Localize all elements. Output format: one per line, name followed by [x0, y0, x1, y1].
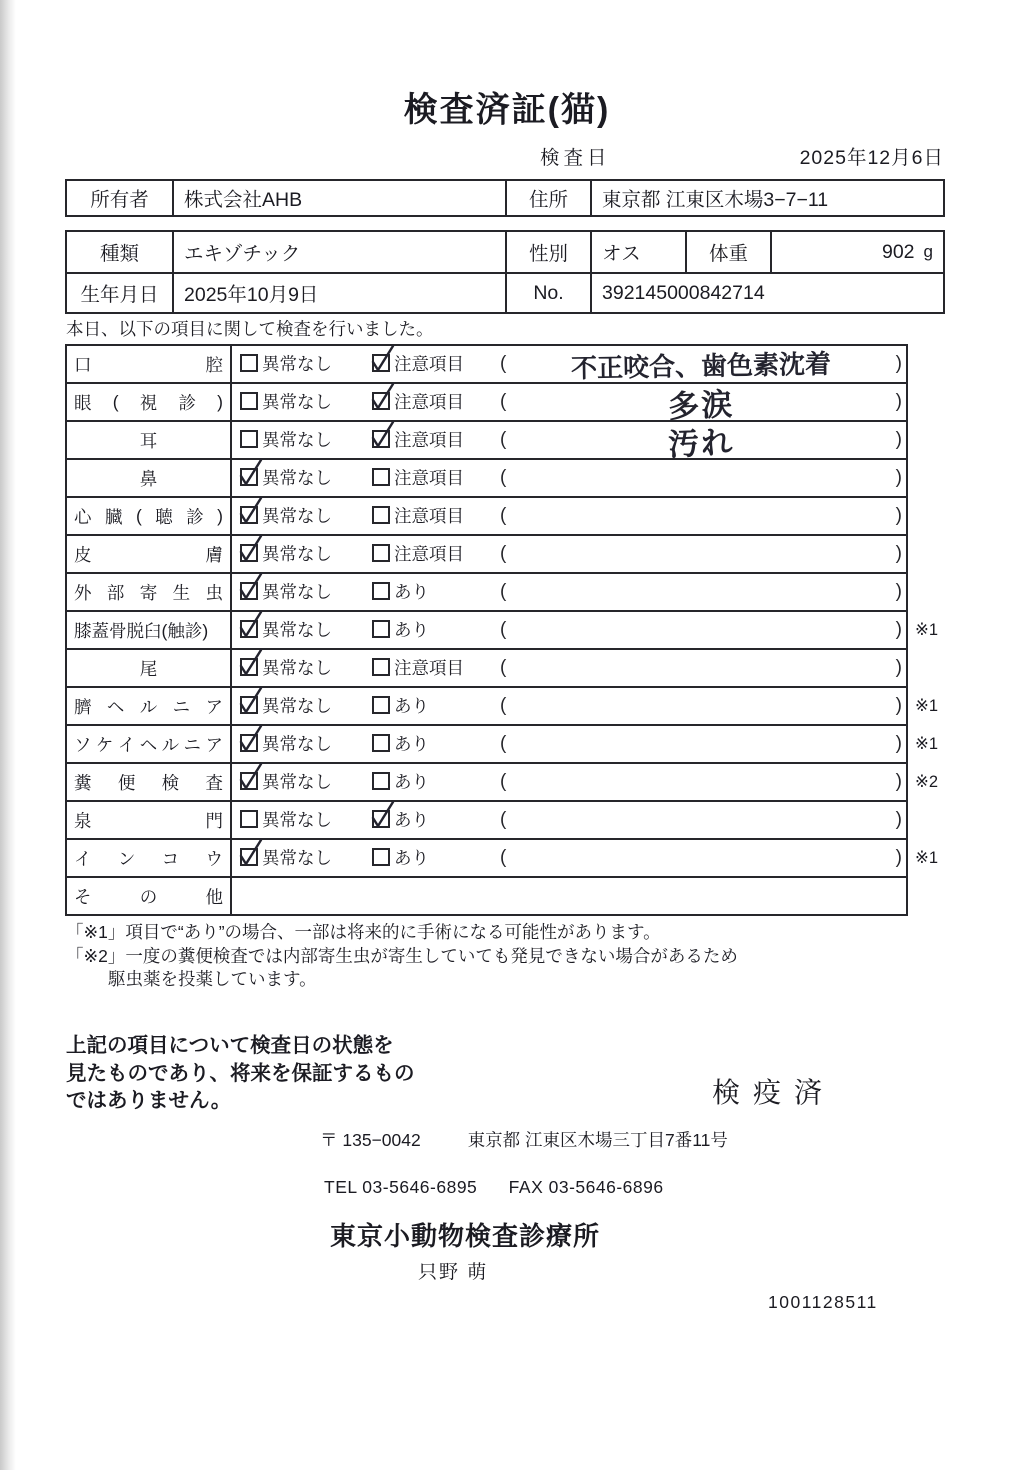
- note-area: [500, 650, 902, 686]
- disclaimer: [66, 1032, 415, 1115]
- item-label: 膝蓋骨脱臼(触診): [67, 612, 232, 648]
- option-attention: 注意項目: [372, 460, 464, 496]
- item-label: 皮 膚: [67, 536, 232, 572]
- note-area: [500, 536, 902, 572]
- note-handwritten: 汚れ: [667, 424, 735, 462]
- note-area: [500, 688, 902, 724]
- disclaimer-line-2: 見たものであり、将来を保証するもの: [66, 1061, 415, 1085]
- document-code: 1001128511: [768, 1292, 878, 1312]
- sex-label: 性別: [505, 232, 590, 272]
- owner-table: [65, 179, 945, 217]
- item-result-cell: [232, 802, 906, 838]
- option-attention: 注意項目: [372, 498, 464, 534]
- animal-info-table: [65, 230, 945, 314]
- checkbox-normal: [240, 848, 258, 866]
- checkbox-normal: [240, 392, 258, 410]
- option-normal: 異常なし: [240, 802, 332, 838]
- handwritten-check-icon: [238, 610, 262, 636]
- item-result-cell: [232, 726, 939, 762]
- handwritten-check-icon: [238, 458, 262, 484]
- paren-open: (: [500, 467, 507, 488]
- option-normal: 異常なし: [240, 536, 332, 572]
- checklist-row: [67, 498, 906, 536]
- inspection-date-value: 2025年12月6日: [799, 147, 944, 169]
- clinic-phone-row: [324, 1177, 664, 1198]
- item-label: 臍 ヘ ル ニ ア: [67, 688, 232, 724]
- note-handwritten: 不正咬合、歯色素沈着: [570, 348, 832, 383]
- footnote-1: 「※1」項目で“あり”の場合、一部は将来的に手術になる可能性があります。: [66, 922, 661, 942]
- item-label: 外 部 寄 生 虫: [67, 574, 232, 610]
- option-normal: 異常なし: [240, 574, 332, 610]
- note-handwritten: 多涙: [667, 386, 735, 424]
- option-normal: 異常なし: [240, 346, 332, 382]
- handwritten-check-icon: [238, 534, 262, 560]
- option-attention: あり: [372, 764, 429, 800]
- footnotes: [66, 921, 738, 992]
- clinic-fax: FAX 03-5646-6896: [508, 1177, 664, 1197]
- checkbox-normal: [240, 354, 258, 372]
- paren-close: ): [895, 809, 902, 830]
- handwritten-check-icon: [238, 762, 262, 788]
- note-area: [500, 384, 902, 424]
- checklist-row: [67, 726, 939, 764]
- paren-close: ): [895, 581, 902, 602]
- checkbox-attention: [372, 544, 390, 562]
- veterinarian-name: 只野 萌: [418, 1262, 489, 1283]
- checklist-row: [67, 612, 939, 650]
- option-attention: 注意項目: [372, 384, 464, 420]
- checkbox-normal: [240, 772, 258, 790]
- no-value: 392145000842714: [590, 272, 943, 312]
- checkbox-attention: [372, 696, 390, 714]
- option-normal: 異常なし: [240, 726, 332, 762]
- checkbox-normal: [240, 734, 258, 752]
- item-result-cell: [232, 346, 906, 382]
- item-result-cell: [232, 878, 906, 914]
- paren-open: (: [500, 353, 507, 374]
- address-label: 住所: [505, 181, 590, 215]
- option-normal: 異常なし: [240, 422, 332, 458]
- checkbox-normal: [240, 582, 258, 600]
- checkbox-normal: [240, 696, 258, 714]
- inspection-date-label: 検査日: [540, 147, 611, 169]
- handwritten-check-icon: [238, 496, 262, 522]
- item-label: 心 臓 ( 聴 診 ): [67, 498, 232, 534]
- note-area: [500, 498, 902, 534]
- paren-open: (: [500, 543, 507, 564]
- weight-value: [770, 232, 943, 272]
- checkbox-attention: [372, 354, 390, 372]
- checkbox-attention: [372, 734, 390, 752]
- checkbox-normal: [240, 506, 258, 524]
- paren-close: ): [895, 505, 902, 526]
- option-attention: 注意項目: [372, 536, 464, 572]
- footnote-mark: ※1: [915, 735, 939, 753]
- option-attention: あり: [372, 840, 429, 876]
- owner-label: 所有者: [90, 189, 149, 211]
- option-attention: あり: [372, 688, 429, 724]
- note-area: [500, 422, 902, 462]
- item-result-cell: [232, 688, 939, 724]
- handwritten-check-icon: [238, 724, 262, 750]
- footnote-2: 「※2」一度の糞便検査では内部寄生虫が寄生していても発見できない場合があるため: [66, 945, 738, 966]
- note-area: [500, 802, 902, 838]
- clinic-address: 東京都 江東区木場三丁目7番11号: [467, 1130, 728, 1150]
- item-result-cell: [232, 422, 906, 462]
- paren-close: ): [895, 619, 902, 640]
- handwritten-check-icon: [370, 382, 394, 408]
- clinic-postal-code: 〒 135−0042: [320, 1130, 421, 1150]
- paren-close: ): [895, 847, 902, 868]
- option-normal: 異常なし: [240, 498, 332, 534]
- footnote-mark: ※1: [915, 849, 939, 867]
- checklist-row: [67, 460, 906, 498]
- item-label: ソ ケ イ ヘ ル ニ ア: [67, 726, 232, 762]
- paren-close: ): [895, 733, 902, 754]
- checkbox-normal: [240, 620, 258, 638]
- paren-open: (: [500, 733, 507, 754]
- sex-value: オス: [590, 232, 685, 272]
- option-normal: 異常なし: [240, 384, 332, 420]
- checkbox-attention: [372, 392, 390, 410]
- paren-open: (: [500, 657, 507, 678]
- footnote-mark: ※1: [915, 621, 939, 639]
- checkbox-attention: [372, 620, 390, 638]
- checkbox-attention: [372, 506, 390, 524]
- paren-close: ): [895, 771, 902, 792]
- paren-open: (: [500, 771, 507, 792]
- item-result-cell: [232, 384, 906, 424]
- page-title: 検査済証(猫): [403, 91, 611, 129]
- checkbox-attention: [372, 848, 390, 866]
- birthdate-label: 生年月日: [67, 272, 172, 312]
- birthdate-value: 2025年10月9日: [172, 272, 505, 312]
- weight-label: 体重: [685, 232, 770, 272]
- checklist-row: [67, 422, 906, 460]
- item-label: 眼 ( 視 診 ): [67, 384, 232, 420]
- handwritten-check-icon: [370, 344, 394, 370]
- option-attention: あり: [372, 802, 429, 838]
- handwritten-check-icon: [238, 648, 262, 674]
- item-label: 尾: [67, 650, 232, 686]
- intro-sentence: 本日、以下の項目に関して検査を行いました。: [66, 319, 434, 339]
- checkbox-normal: [240, 810, 258, 828]
- address-value: 東京都 江東区木場3−7−11: [590, 181, 943, 215]
- note-area: [500, 460, 902, 496]
- disclaimer-line-1: 上記の項目について検査日の状態を: [66, 1034, 394, 1057]
- paren-open: (: [500, 847, 507, 868]
- handwritten-check-icon: [238, 838, 262, 864]
- option-attention: あり: [372, 574, 429, 610]
- item-label: 糞 便 検 査: [67, 764, 232, 800]
- footnote-2-continued: 駆虫薬を投薬しています。: [108, 969, 317, 989]
- handwritten-check-icon: [238, 686, 262, 712]
- checkbox-attention: [372, 810, 390, 828]
- checklist-table: [65, 344, 939, 916]
- item-label: 泉 門: [67, 802, 232, 838]
- option-normal: 異常なし: [240, 688, 332, 724]
- paren-open: (: [500, 581, 507, 602]
- checkbox-normal: [240, 468, 258, 486]
- checklist-row: [67, 346, 906, 384]
- paren-open: (: [500, 391, 507, 412]
- paren-close: ): [895, 429, 902, 450]
- item-label: そ の 他: [67, 878, 232, 914]
- item-result-cell: [232, 840, 939, 876]
- paren-close: ): [895, 543, 902, 564]
- paren-open: (: [500, 809, 507, 830]
- item-result-cell: [232, 536, 906, 572]
- checkbox-attention: [372, 772, 390, 790]
- footnote-mark: ※1: [915, 697, 939, 715]
- species-label: 種類: [99, 243, 139, 265]
- checklist-row: [67, 384, 906, 422]
- option-attention: 注意項目: [372, 422, 464, 458]
- paren-close: ): [895, 391, 902, 412]
- checklist-row: [67, 878, 906, 916]
- note-area: [500, 612, 902, 648]
- note-area: [500, 574, 902, 610]
- item-label: イ ン コ ウ: [67, 840, 232, 876]
- item-label: 耳: [67, 422, 232, 458]
- item-result-cell: [232, 460, 906, 496]
- item-label: 口 腔: [67, 346, 232, 382]
- checkbox-attention: [372, 658, 390, 676]
- option-normal: 異常なし: [240, 650, 332, 686]
- checkbox-normal: [240, 430, 258, 448]
- weight-unit: g: [923, 242, 933, 261]
- checkbox-attention: [372, 582, 390, 600]
- owner-value: 株式会社AHB: [172, 181, 505, 215]
- checkbox-attention: [372, 468, 390, 486]
- checkbox-attention: [372, 430, 390, 448]
- paren-close: ): [895, 695, 902, 716]
- quarantine-stamp: 検疫済: [712, 1077, 836, 1108]
- checklist-row: [67, 840, 939, 878]
- handwritten-check-icon: [370, 800, 394, 826]
- item-label: 鼻: [67, 460, 232, 496]
- option-attention: 注意項目: [372, 346, 464, 382]
- note-area: [500, 764, 902, 800]
- handwritten-check-icon: [370, 420, 394, 446]
- option-attention: 注意項目: [372, 650, 464, 686]
- weight-number: 902: [881, 240, 915, 263]
- item-result-cell: [232, 498, 906, 534]
- paren-close: ): [895, 657, 902, 678]
- item-result-cell: [232, 574, 906, 610]
- scan-edge-shadow: [0, 0, 16, 1470]
- checklist-row: [67, 574, 906, 612]
- disclaimer-line-3: ではありません。: [66, 1089, 232, 1112]
- checklist-row: [67, 688, 939, 726]
- note-area: [500, 840, 902, 876]
- option-normal: 異常なし: [240, 840, 332, 876]
- checklist-row: [67, 536, 906, 574]
- checklist-row: [67, 650, 906, 688]
- no-label: No.: [505, 272, 590, 312]
- option-attention: あり: [372, 726, 429, 762]
- clinic-address-row: [320, 1127, 728, 1152]
- paren-close: ): [895, 353, 902, 374]
- paren-open: (: [500, 695, 507, 716]
- checkbox-normal: [240, 658, 258, 676]
- clinic-tel: TEL 03-5646-6895: [324, 1177, 478, 1197]
- option-normal: 異常なし: [240, 460, 332, 496]
- item-result-cell: [232, 650, 906, 686]
- clinic-name: 東京小動物検査診療所: [330, 1221, 601, 1251]
- checkbox-normal: [240, 544, 258, 562]
- paren-close: ): [895, 467, 902, 488]
- option-attention: あり: [372, 612, 429, 648]
- note-area: [500, 346, 902, 382]
- handwritten-check-icon: [238, 572, 262, 598]
- paren-open: (: [500, 505, 507, 526]
- checklist-row: [67, 764, 939, 802]
- option-normal: 異常なし: [240, 612, 332, 648]
- inspection-date-row: [0, 142, 1014, 168]
- paren-open: (: [500, 619, 507, 640]
- note-area: [500, 726, 902, 762]
- item-result-cell: [232, 612, 939, 648]
- option-normal: 異常なし: [240, 764, 332, 800]
- item-result-cell: [232, 764, 939, 800]
- species-value: エキゾチック: [172, 232, 505, 272]
- paren-open: (: [500, 429, 507, 450]
- checklist-row: [67, 802, 906, 840]
- footnote-mark: ※2: [915, 773, 939, 791]
